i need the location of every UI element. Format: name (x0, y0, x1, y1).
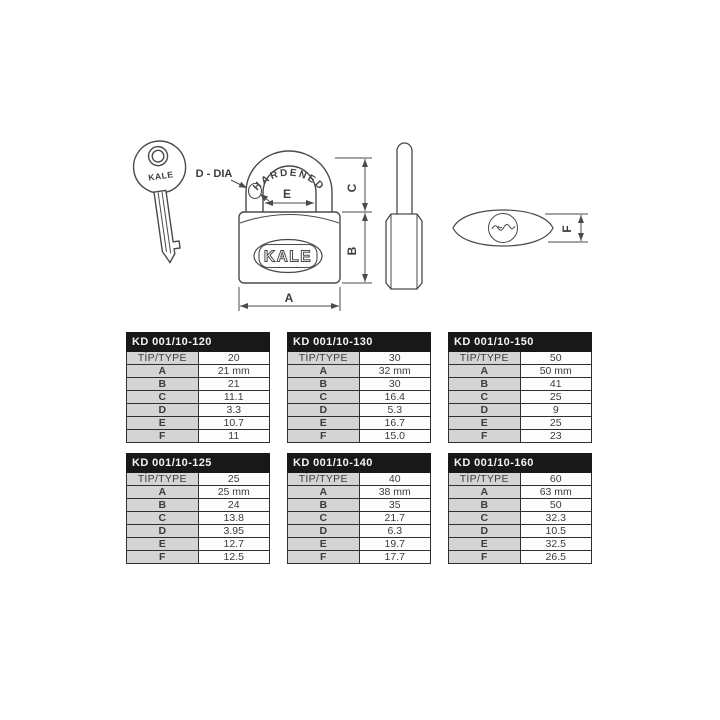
spec-table-title: KD 001/10-150 (449, 333, 592, 352)
row-label: TİP/TYPE (127, 473, 199, 486)
row-value: 11 (198, 430, 270, 443)
spec-table-kd-160 (448, 453, 592, 564)
dim-f-label: F (560, 225, 574, 233)
table-row (127, 352, 270, 365)
row-value: 25 (198, 473, 270, 486)
dia-label: D - DIA (195, 168, 233, 180)
row-value: 21 mm (198, 365, 270, 378)
spec-table-kd-130 (287, 332, 431, 443)
table-row (288, 378, 431, 391)
hardened-label: HARDENED (251, 167, 327, 194)
row-value: 13.8 (198, 512, 270, 525)
table-row (288, 512, 431, 525)
dim-e-label: E (282, 187, 292, 201)
row-label: E (449, 538, 521, 551)
row-value: 21.7 (359, 512, 431, 525)
row-label: B (127, 378, 199, 391)
table-row (288, 525, 431, 538)
row-label: D (449, 404, 521, 417)
table-row (127, 486, 270, 499)
row-label: F (288, 430, 360, 443)
row-value: 32 mm (359, 365, 431, 378)
row-label: D (288, 404, 360, 417)
row-value: 9 (520, 404, 592, 417)
table-row (288, 430, 431, 443)
row-label: E (449, 417, 521, 430)
table-row (288, 538, 431, 551)
key-brand-label: KALE (147, 169, 174, 183)
spec-table-title: KD 001/10-120 (127, 333, 270, 352)
table-row (449, 352, 592, 365)
row-label: D (288, 525, 360, 538)
table-row (288, 404, 431, 417)
table-row (449, 499, 592, 512)
spec-table-title: KD 001/10-125 (127, 454, 270, 473)
table-row (288, 499, 431, 512)
side-shackle (397, 143, 412, 214)
row-value: 12.7 (198, 538, 270, 551)
row-value: 50 mm (520, 365, 592, 378)
row-value: 17.7 (359, 551, 431, 564)
row-value: 50 (520, 352, 592, 365)
padlock-bottom-view (453, 210, 553, 246)
row-value: 3.3 (198, 404, 270, 417)
row-label: D (127, 525, 199, 538)
table-row (449, 417, 592, 430)
row-label: F (449, 430, 521, 443)
row-label: A (449, 486, 521, 499)
table-row (449, 525, 592, 538)
table-row (288, 352, 431, 365)
table-row (449, 404, 592, 417)
spec-table-title: KD 001/10-160 (449, 454, 592, 473)
row-value: 25 (520, 417, 592, 430)
table-row (288, 486, 431, 499)
row-label: B (288, 378, 360, 391)
row-value: 21 (198, 378, 270, 391)
row-label: D (127, 404, 199, 417)
row-value: 5.3 (359, 404, 431, 417)
row-value: 6.3 (359, 525, 431, 538)
table-row (127, 525, 270, 538)
row-value: 32.3 (520, 512, 592, 525)
table-row (127, 365, 270, 378)
row-value: 11.1 (198, 391, 270, 404)
row-label: F (127, 430, 199, 443)
table-row (288, 551, 431, 564)
spec-table-kd-140 (287, 453, 431, 564)
dim-a-label: A (284, 291, 294, 305)
table-row (449, 391, 592, 404)
table-row (288, 365, 431, 378)
row-value: 19.7 (359, 538, 431, 551)
row-label: B (449, 378, 521, 391)
row-value: 10.5 (520, 525, 592, 538)
table-row (288, 473, 431, 486)
table-row (449, 486, 592, 499)
table-row (449, 378, 592, 391)
table-row (127, 499, 270, 512)
spec-table-title: KD 001/10-140 (288, 454, 431, 473)
table-row (127, 417, 270, 430)
table-row (449, 365, 592, 378)
table-row (127, 473, 270, 486)
table-row (127, 391, 270, 404)
table-row (449, 538, 592, 551)
row-label: B (288, 499, 360, 512)
row-label: TİP/TYPE (449, 473, 521, 486)
row-label: E (288, 538, 360, 551)
row-value: 26.5 (520, 551, 592, 564)
dia-leader-line-2 (260, 194, 269, 201)
row-label: C (288, 512, 360, 525)
row-value: 23 (520, 430, 592, 443)
row-value: 25 (520, 391, 592, 404)
dim-b-label: B (345, 246, 359, 256)
table-row (288, 391, 431, 404)
row-value: 35 (359, 499, 431, 512)
row-label: A (449, 365, 521, 378)
row-value: 3.95 (198, 525, 270, 538)
body-brand-logo: KALE (263, 248, 313, 266)
spec-table-kd-150 (448, 332, 592, 443)
dim-c-label: C (345, 183, 359, 193)
row-label: E (127, 417, 199, 430)
table-row (449, 473, 592, 486)
row-label: A (127, 365, 199, 378)
technical-drawing (0, 0, 720, 330)
spec-tables-grid (126, 332, 592, 564)
row-value: 16.4 (359, 391, 431, 404)
row-label: E (127, 538, 199, 551)
row-value: 38 mm (359, 486, 431, 499)
row-label: A (288, 486, 360, 499)
row-label: A (127, 486, 199, 499)
table-row (288, 417, 431, 430)
row-value: 63 mm (520, 486, 592, 499)
row-value: 50 (520, 499, 592, 512)
key-drawing (130, 138, 198, 266)
row-value: 30 (359, 352, 431, 365)
row-label: C (288, 391, 360, 404)
table-row (449, 551, 592, 564)
key-hole-inner (152, 150, 165, 163)
row-label: C (449, 512, 521, 525)
row-value: 16.7 (359, 417, 431, 430)
table-row (127, 404, 270, 417)
row-label: TİP/TYPE (127, 352, 199, 365)
spec-table-kd-120 (126, 332, 270, 443)
spec-table-kd-125 (126, 453, 270, 564)
row-label: F (288, 551, 360, 564)
row-value: 12.5 (198, 551, 270, 564)
row-value: 60 (520, 473, 592, 486)
row-label: B (449, 499, 521, 512)
spec-table-title: KD 001/10-130 (288, 333, 431, 352)
table-row (449, 512, 592, 525)
row-value: 41 (520, 378, 592, 391)
table-row (127, 430, 270, 443)
row-value: 40 (359, 473, 431, 486)
row-value: 10.7 (198, 417, 270, 430)
padlock-side-view (386, 143, 422, 289)
table-row (127, 378, 270, 391)
row-label: C (127, 391, 199, 404)
row-value: 20 (198, 352, 270, 365)
key-blade (154, 190, 182, 264)
row-label: B (127, 499, 199, 512)
row-label: E (288, 417, 360, 430)
row-value: 25 mm (198, 486, 270, 499)
row-value: 30 (359, 378, 431, 391)
row-label: D (449, 525, 521, 538)
row-label: F (449, 551, 521, 564)
row-value: 32.5 (520, 538, 592, 551)
table-row (127, 538, 270, 551)
row-label: C (127, 512, 199, 525)
row-label: TİP/TYPE (288, 473, 360, 486)
row-label: C (449, 391, 521, 404)
row-value: 24 (198, 499, 270, 512)
row-label: TİP/TYPE (288, 352, 360, 365)
row-value: 15.0 (359, 430, 431, 443)
row-label: TİP/TYPE (449, 352, 521, 365)
dia-leader-line (231, 180, 247, 188)
table-row (449, 430, 592, 443)
table-row (127, 551, 270, 564)
row-label: F (127, 551, 199, 564)
table-row (127, 512, 270, 525)
row-label: A (288, 365, 360, 378)
